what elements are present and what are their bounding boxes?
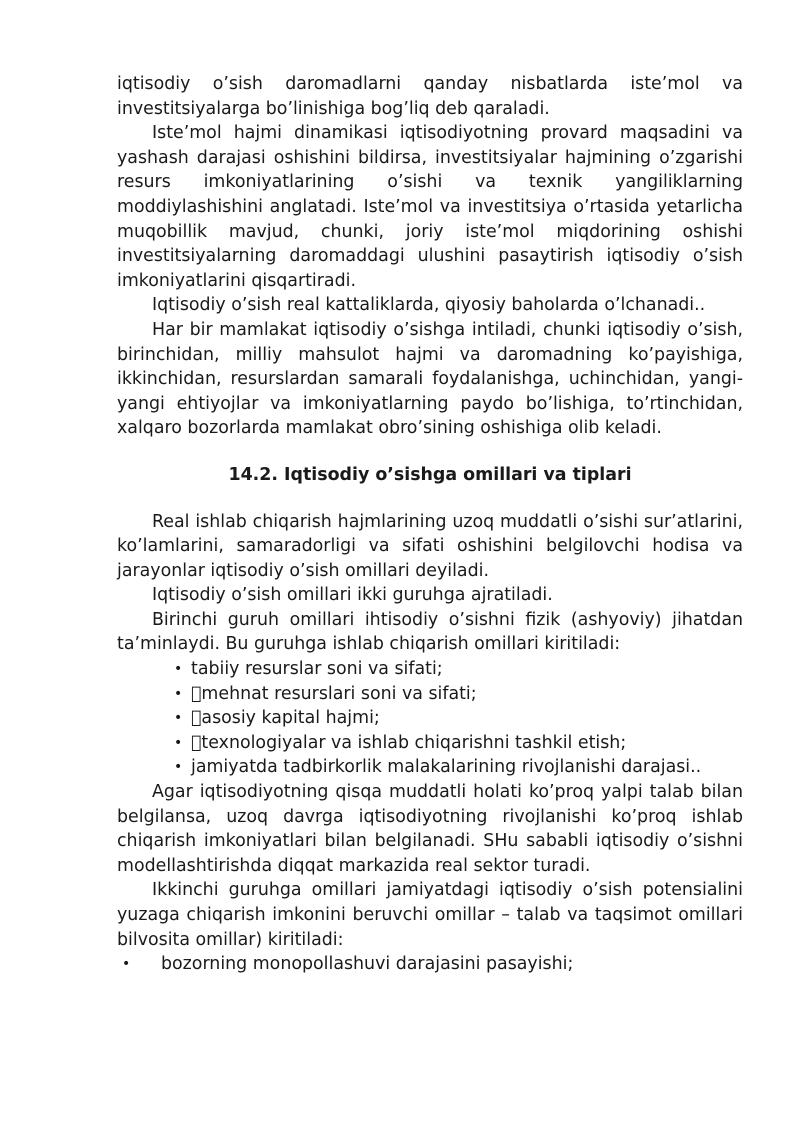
paragraph-short-long-term: Agar iqtisodiyotning qisqa muddatli holati ko’proq yalpi talab bilan belgilansa, uzoq davrga iqtisodiyotning rivojlanishi ko’proq ishlab chiqarish imkoniyatlari bilan belgilanadi. SHu sababli iqtisodiy o’sishni modellashtirishda diqqat markazida real sektor turadi. bbox=[117, 782, 743, 876]
paragraph-benefits: Har bir mamlakat iqtisodiy o’sishga intiladi, chunki iqtisodiy o’sish, birinchidan, milliy mahsulot hajmi va daromadning ko’payishiga, ikkinchidan, resurslardan samarali foydalanishga, uchinchidan, yangi-yangi ehtiyojlar va imkoniyatlarning paydo bo’lishiga, to’rtinchidan, xalqaro bozorlarda mamlakat obro’sining oshishiga olib keladi. bbox=[117, 319, 743, 439]
paragraph-definition: Real ishlab chiqarish hajmlarining uzoq muddatli o’sishi sur’atlarini, ko’lamlarini, samaradorligi va sifati oshishini belgilovchi hodisa va jarayonlar iqtisodiy o’sish omillari deyiladi. bbox=[117, 511, 743, 581]
document-page bbox=[117, 72, 743, 977]
list-item: • jamiyatda tadbirkorlik malakalarining rivojlanishi darajasi.. bbox=[117, 755, 743, 780]
paragraph-continuation: iqtisodiy o’sish daromadlarni qanday nisbatlarda iste’mol va investitsiyalarga bo’linishiga bog’liq deb qaraladi. bbox=[117, 74, 743, 119]
list-item: • bozorning monopollashuvi darajasini pasayishi; bbox=[117, 952, 743, 977]
bullet-icon: • bbox=[174, 759, 183, 776]
paragraph-two-groups: Iqtisodiy o’sish omillari ikki guruhga ajratiladi. bbox=[152, 585, 553, 606]
paragraph-second-group: Ikkinchi guruhga omillari jamiyatdagi iqtisodiy o’sish potensialini yuzaga chiqarish imkonini beruvchi omillar – talab va taqsimot omillari bilvosita omillar) kiritiladi: bbox=[117, 880, 743, 950]
bullet-icon: • bbox=[174, 685, 183, 702]
bullet-icon: • bbox=[174, 710, 183, 727]
section-title: 14.2. Iqtisodiy o’sishga omillari va tiplari bbox=[228, 464, 632, 485]
bullet-icon: • bbox=[174, 734, 183, 751]
bullet-icon: • bbox=[174, 661, 183, 678]
list-item: • texnologiyalar va ishlab chiqarishni tashkil etish; bbox=[117, 731, 743, 756]
second-group-list bbox=[117, 952, 743, 977]
bullet-icon: • bbox=[122, 956, 131, 973]
first-group-list bbox=[117, 657, 743, 780]
paragraph-first-group: Birinchi guruh omillari ihtisodiy o’sishni fizik (ashyoviy) jihatdan ta’minlaydi. Bu guruhga ishlab chiqarish omillari kiritiladi: bbox=[117, 609, 743, 655]
list-item: • asosiy kapital hajmi; bbox=[117, 706, 743, 731]
paragraph-consumption-investment: Iste’mol hajmi dinamikasi iqtisodiyotning provard maqsadini va yashash darajasi oshishini bildirsa, investitsiyalar hajmining o’zgarishi resurs imkoniyatlarining o’sishi va texnik yangiliklarning moddiylashishini anglatadi. Iste’mol va investitsiya o’rtasida yetarlicha muqobillik mavjud, chunki, joriy iste’mol miqdorining oshishi investitsiyalarning daromaddagi ulushini pasaytirish iqtisodiy o’sish imkoniyatlarini qisqartiradi. bbox=[117, 123, 743, 291]
paragraph-measurement: Iqtisodiy o’sish real kattaliklarda, qiyosiy baholarda o’lchanadi.. bbox=[152, 295, 706, 316]
list-item: • mehnat resurslari soni va sifati; bbox=[117, 682, 743, 707]
list-item: • tabiiy resurslar soni va sifati; bbox=[117, 657, 743, 682]
